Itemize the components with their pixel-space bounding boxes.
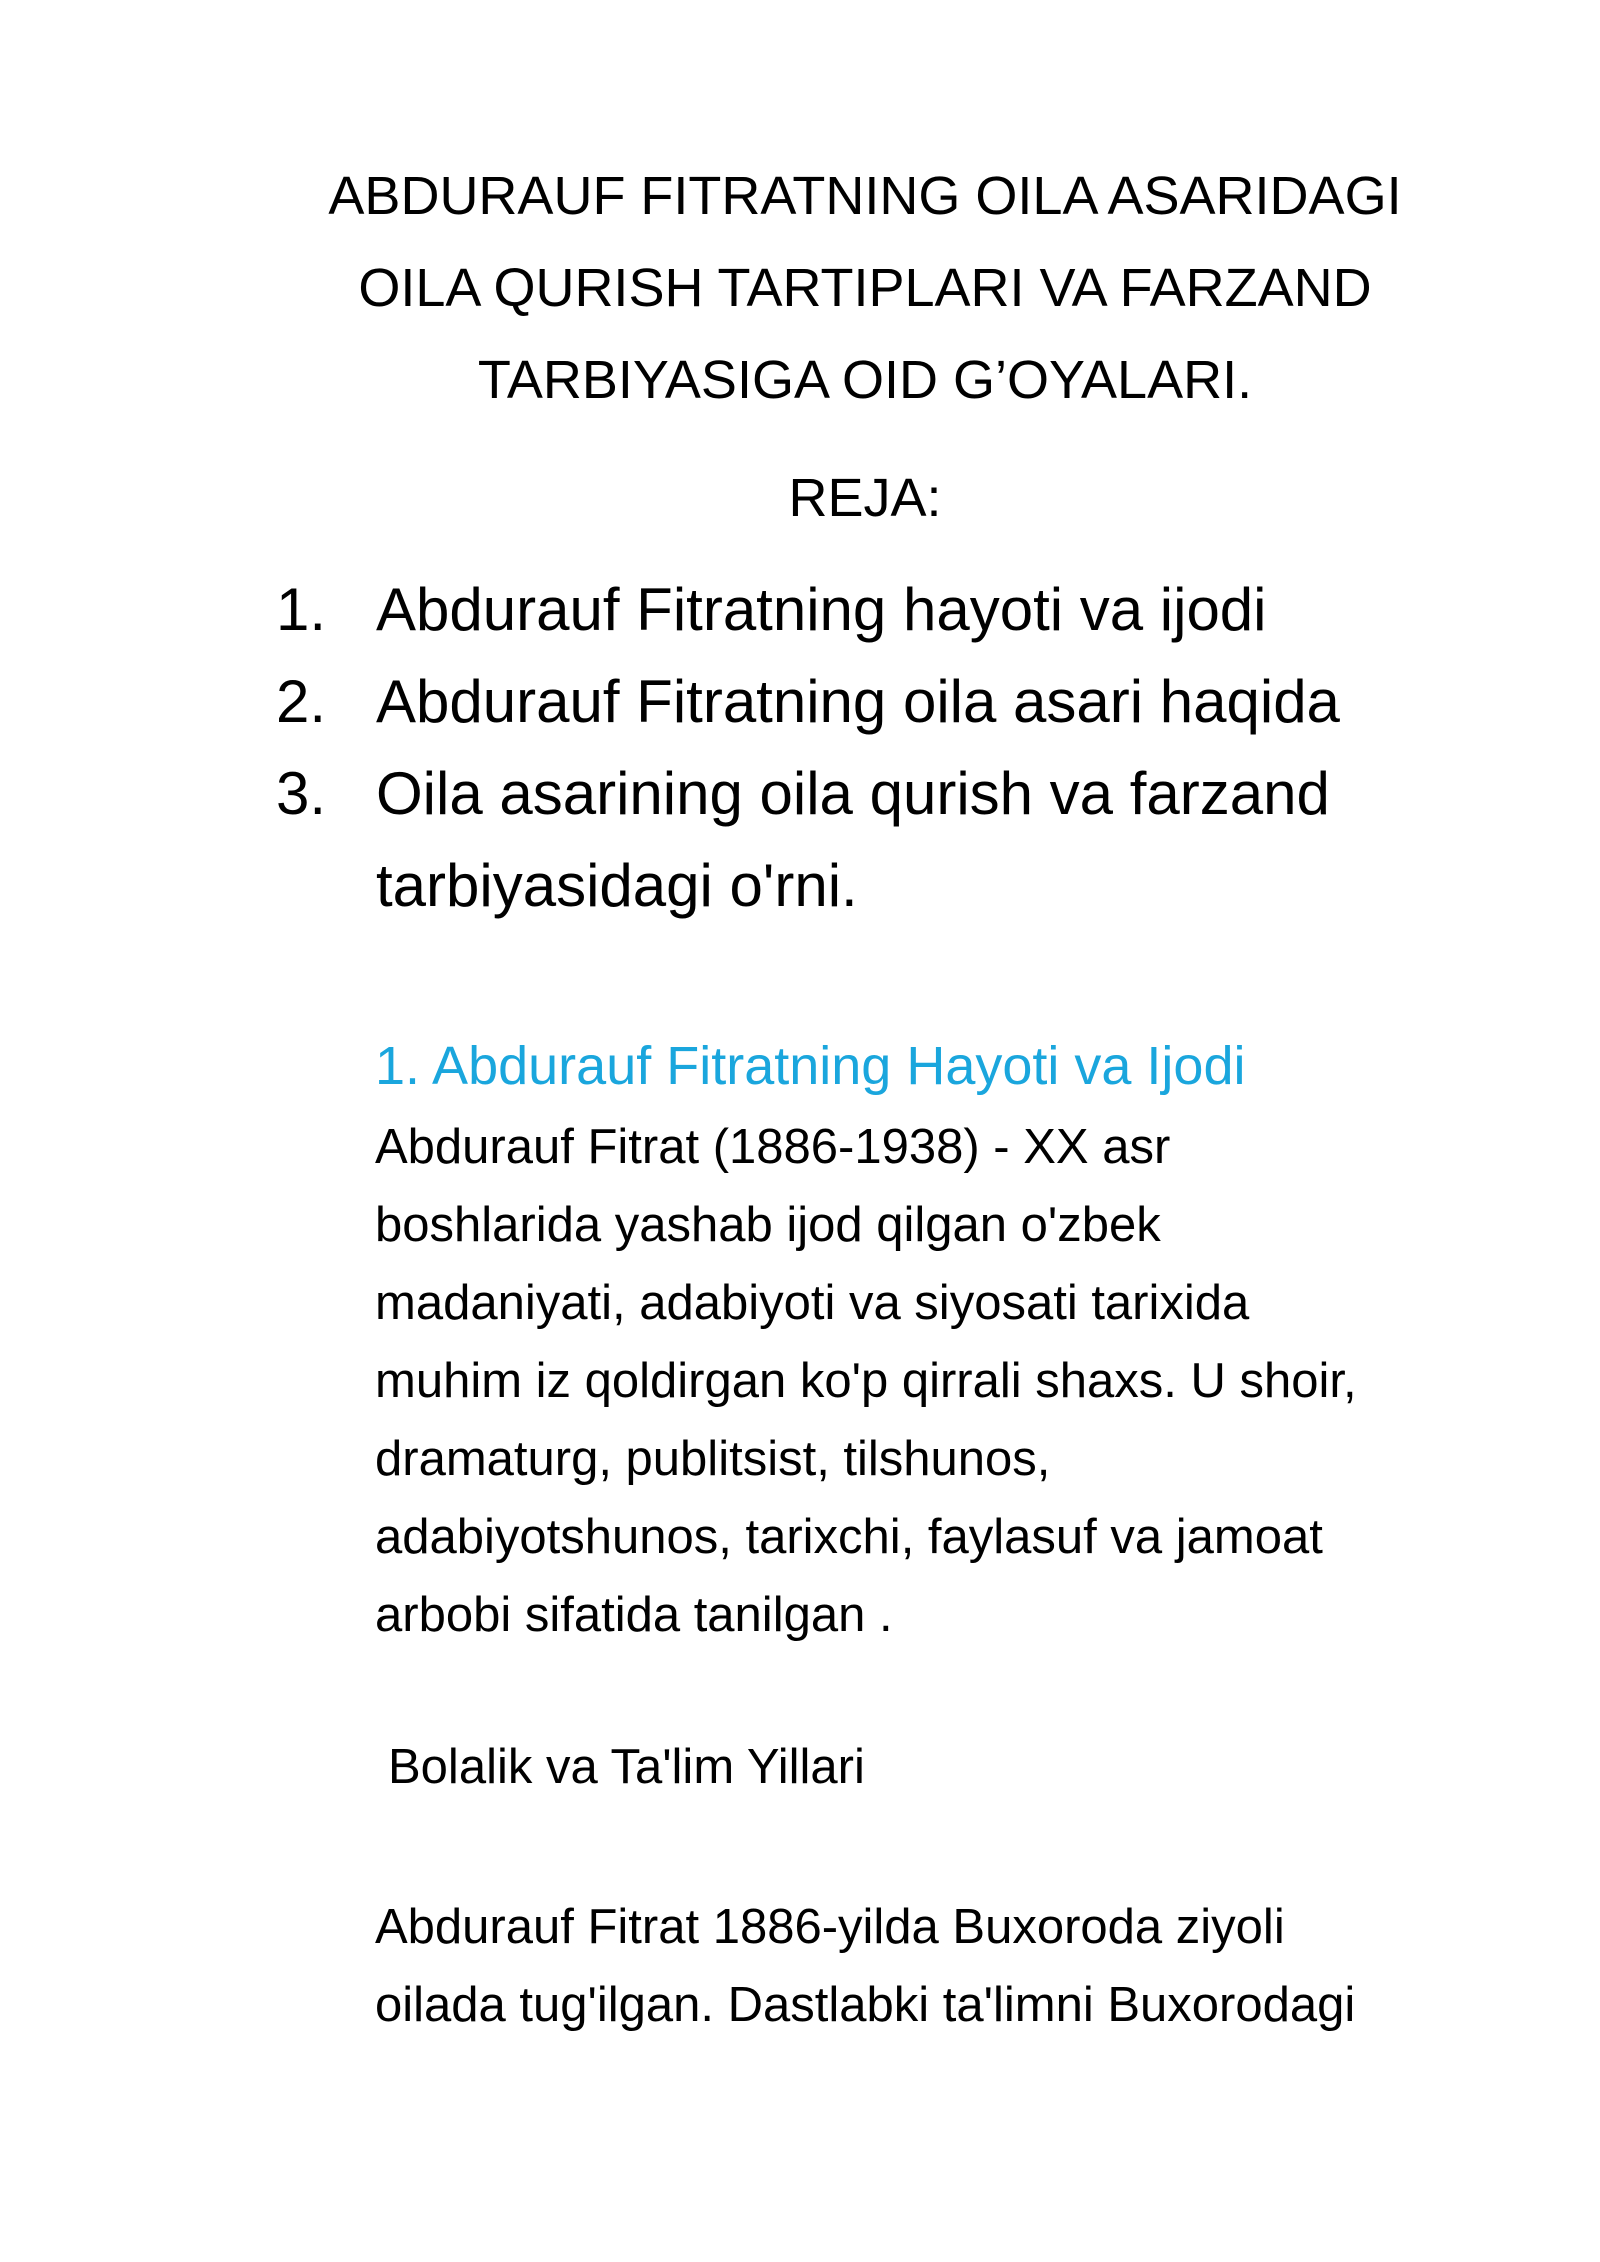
plan-heading: REJA: (788, 468, 942, 528)
paragraph-line: madaniyati, adabiyoti va siyosati tarixida (375, 1276, 1250, 1330)
subheading: Bolalik va Ta'lim Yillari (388, 1740, 865, 1794)
title-line: ABDURAUF FITRATNING OILA ASARIDAGI (328, 166, 1402, 226)
plan-list (276, 564, 1486, 932)
plan-item-number: 2. (276, 668, 327, 735)
plan-item-number: 1. (276, 576, 327, 643)
plan-item-number: 3. (276, 760, 327, 827)
paragraph-line: adabiyotshunos, tarixchi, faylasuf va jamoat (375, 1510, 1323, 1564)
plan-item (276, 656, 1486, 748)
paragraph-line: dramaturg, publitsist, tilshunos, (375, 1432, 1051, 1486)
paragraph-line: arbobi sifatida tanilgan . (375, 1588, 893, 1642)
title-line: TARBIYASIGA OID G’OYALARI. (477, 350, 1253, 410)
plan-item (276, 748, 1486, 932)
biography-paragraph (375, 1108, 1505, 1654)
plan-item-text-line: Oila asarining oila qurish va farzand (376, 760, 1330, 827)
title-line: OILA QURISH TARTIPLARI VA FARZAND (358, 258, 1372, 318)
plan-item-text-line: tarbiyasidagi o'rni. (376, 852, 858, 919)
plan-item (276, 564, 1486, 656)
document-title (240, 150, 1490, 426)
section-title: 1. Abdurauf Fitratning Hayoti va Ijodi (375, 1036, 1246, 1096)
paragraph-line: Abdurauf Fitrat (1886-1938) - XX asr (375, 1120, 1171, 1174)
plan-item-text: Abdurauf Fitratning oila asari haqida (376, 668, 1340, 735)
paragraph-line: oilada tug'ilgan. Dastlabki ta'limni Buxorodagi (375, 1978, 1356, 2032)
paragraph-line: boshlarida yashab ijod qilgan o'zbek (375, 1198, 1161, 1252)
paragraph-line: Abdurauf Fitrat 1886-yilda Buxoroda ziyoli (375, 1900, 1285, 1954)
plan-item-text: Abdurauf Fitratning hayoti va ijodi (376, 576, 1267, 643)
childhood-paragraph (375, 1888, 1505, 2044)
paragraph-line: muhim iz qoldirgan ko'p qirrali shaxs. U shoir, (375, 1354, 1357, 1408)
